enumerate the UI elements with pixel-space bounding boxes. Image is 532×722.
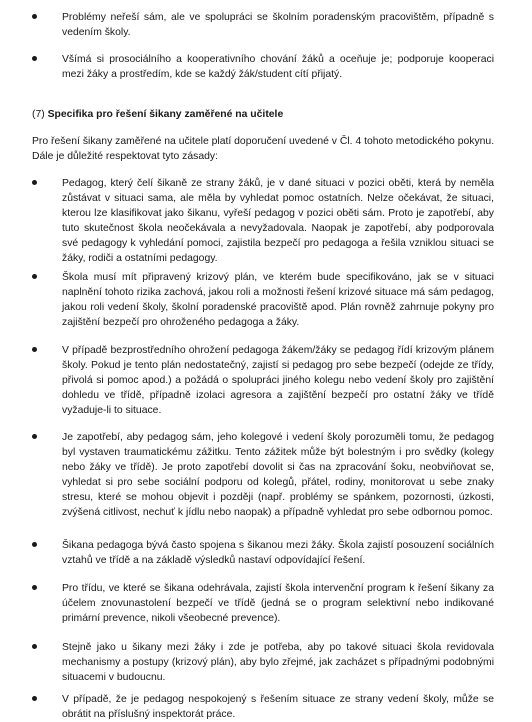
bullet-icon	[32, 434, 37, 439]
bullet-icon	[32, 274, 37, 279]
list-item-text: Pro třídu, ve které se šikana odehrávala, zajistí škola intervenční program k řešení šikany za účelem znovunastolení bezpečí ve třídě (jedná se o program selektivní nebo indikované primární prevence, nikoli všeobecné prevence).	[62, 583, 494, 624]
list-item	[32, 343, 494, 418]
intro-paragraph: Dále je důležité respektovat tyto zásady:	[32, 151, 218, 162]
list-item	[32, 270, 494, 330]
list-item-text: V případě bezprostředního ohrožení pedagoga žákem/žáky se pedagog řídí krizovým plánem školy. Pokud je tento plán nedostatečný, zajistí si pedagog pro sebe bezpečí (odejde ze třídy, přivolá si pomoc apod.) a požádá o spolupráci jiného kolegu nebo vedení školy pro zajištění dohledu ve třídě, případně izolaci agresora a zajištění bezpečí pro ostatní žáky ve třídě vyžaduje-li to situace.	[62, 345, 494, 416]
intro-paragraph: Pro řešení šikany zaměřené na učitele platí doporučení uvedené v Čl. 4 tohoto metodického pokynu.	[32, 136, 495, 147]
list-item-text: Stejně jako u šikany mezi žáky i zde je potřeba, aby po takové situaci škola revidovala mechanismy a postupy (krizový plán), aby bylo zřejmé, jak zacházet s případnými podobnými situacemi v budoucnu.	[62, 642, 494, 683]
bullet-icon	[32, 542, 37, 547]
bullet-icon	[32, 585, 37, 590]
bullet-icon	[32, 696, 37, 701]
list-item	[32, 10, 494, 40]
list-item-text: Šikana pedagoga bývá často spojena s šikanou mezi žáky. Škola zajistí posouzení sociálních vztahů ve třídě a na základě výsledků nastaví odpovídající řešení.	[62, 540, 494, 566]
list-item	[32, 52, 494, 82]
section-heading	[32, 107, 502, 122]
list-item-text: Pedagog, který čelí šikaně ze strany žáků, je v dané situaci v pozici oběti, která by neměla zůstávat v situaci sama, ale měla by vyhledat pomoc ostatních. Nelze očekávat, že situaci, kterou lze klasifikovat jako šikanu, vyřeší pedagog v pozici oběti sám. Proto je zapotřebí, aby tuto skutečnost škola neočekávala a nevyžadovala. Naopak je zapotřebí, aby podporovala své pedagogy k vyhledání pomoci, zajistila bezpečí pro pedagoga a řešila vzniklou situaci se žáky, rodiči a ostatními pedagogy.	[62, 178, 494, 264]
list-item	[32, 176, 494, 266]
section-title: Specifika pro řešení šikany zaměřené na učitele	[47, 109, 284, 120]
list-item-text: Škola musí mít připravený krizový plán, ve kterém bude specifikováno, jak se v situaci naplnění tohoto rizika zachová, jakou roli a možnosti řešení krizové situace má sám pedagog, jakou roli vedení školy, školní poradenské pracoviště apod. Plán rovněž zahrnuje pokyny pro zajištění bezpečí pro ohroženého pedagoga a žáky.	[62, 272, 494, 328]
bullet-icon	[32, 644, 37, 649]
list-item	[32, 692, 494, 722]
bullet-icon	[32, 180, 37, 185]
list-item	[32, 538, 494, 568]
section-number: (7)	[32, 109, 45, 120]
list-item-text: Je zapotřebí, aby pedagog sám, jeho kolegové i vedení školy porozuměli tomu, že pedagog byl vystaven traumatickému zážitku. Tento zážitek může být bolestným i pro svědky (kolegy nebo žáky ve třídě). Je proto zapotřebí dovolit si čas na zpracování šoku, neobviňovat se, vyhledat si pro sebe sociální podporu od kolegů, přátel, rodiny, monitorovat u sebe znaky stresu, které se mohou objevit i později (např. problémy se spánkem, pozornosti, úzkosti, zvýšená citlivost, nechuť k jídlu nebo naopak) a případně vyhledat pro sebe odbornou pomoc.	[62, 432, 494, 518]
bullet-icon	[32, 14, 37, 19]
list-item-text: Problémy neřeší sám, ale ve spolupráci se školním poradenským pracovištěm, případně s vedením školy.	[62, 12, 494, 38]
list-item-text: Všímá si prosociálního a kooperativního chování žáků a oceňuje je; podporuje kooperaci mezi žáky a prostředím, kde se každý žák/student cítí přijatý.	[62, 54, 494, 80]
list-item	[32, 640, 494, 685]
bullet-icon	[32, 56, 37, 61]
list-item-text: V případě, že je pedagog nespokojený s řešením situace ze strany vedení školy, může se obrátit na příslušný inspektorát práce.	[62, 694, 494, 720]
list-item	[32, 430, 494, 520]
bullet-icon	[32, 347, 37, 352]
list-item	[32, 581, 494, 626]
